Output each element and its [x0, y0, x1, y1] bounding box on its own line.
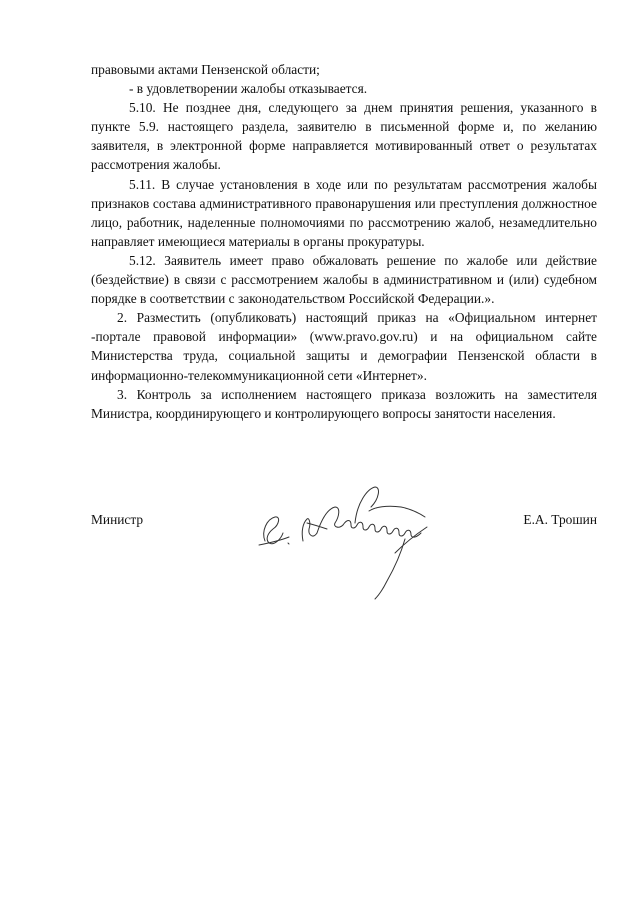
paragraph-5-11: 5.11. В случае установления в ходе или по результатам рассмотрения жалобы признаков состава административного правонарушения или преступления должностное лицо, работник, наделенные полномочиями по рассмотрению жалоб, незамедлительно направляет имеющиеся материалы в органы прокуратуры.: [91, 176, 597, 249]
paragraph-refusal: - в удовлетворении жалобы отказывается.: [129, 81, 368, 97]
document-body: [91, 60, 597, 423]
paragraph-continuation: правовыми актами Пензенской области;: [91, 62, 320, 77]
paragraph-item-2: 2. Разместить (опубликовать) настоящий приказ на «Официальном интернет -портале правовой информации» (www.pravo.gov.ru) и на официальном сайте Министерства труда, социальной защиты и демографии Пензенской области в информационно-телекоммуникационной сети «Интернет».: [91, 310, 597, 383]
paragraph-item-3: 3. Контроль за исполнением настоящего приказа возложить на заместителя Министра, координирующего и контролирующего вопросы занятости населения.: [91, 386, 597, 421]
signer-position: Министр: [91, 512, 144, 527]
paragraph-5-12: 5.12. Заявитель имеет право обжаловать решение по жалобе или действие (бездействие) в связи с рассмотрением жалобы в административном и (или) судебном порядке в соответствии с законодательством Российской Федерации.».: [91, 252, 597, 307]
paragraph-5-10: 5.10. Не позднее дня, следующего за днем принятия решения, указанного в пункте 5.9. настоящего раздела, заявителю в письменной форме и, по желанию заявителя, в электронной форме направляется мотивированный ответ о результатах рассмотрения жалобы.: [91, 100, 597, 173]
signer-name: Е.А. Трошин: [523, 512, 597, 527]
handwritten-signature: [255, 483, 440, 601]
